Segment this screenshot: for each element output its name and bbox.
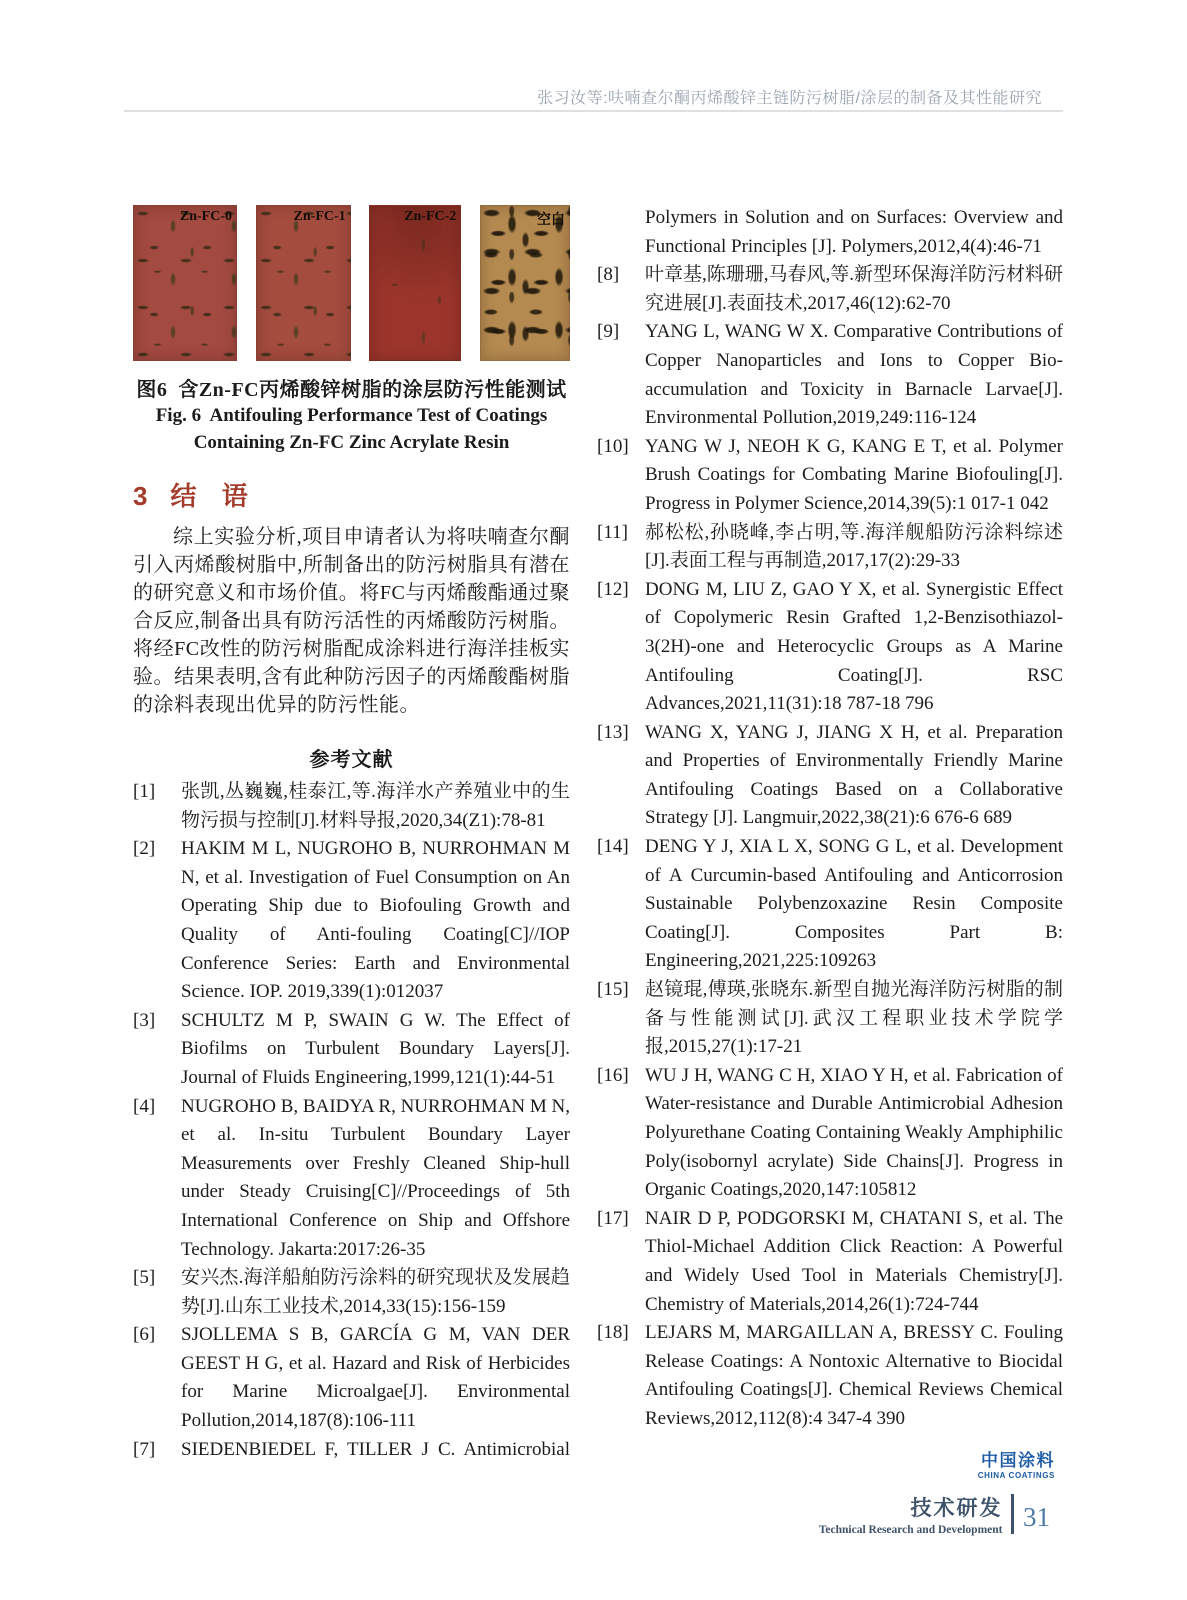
reference-item (597, 1319, 1063, 1433)
coating-panel-label: Zn-FC-2 (404, 209, 457, 224)
right-column (597, 198, 1063, 1480)
header-divider (124, 110, 1063, 112)
reference-number: [1] (133, 781, 156, 802)
reference-item (597, 576, 1063, 719)
reference-item (597, 833, 1063, 976)
reference-text: NUGROHO B, BAIDYA R, NURROHMAN M N, et al. In-situ Turbulent Boundary Layer Measurements over Freshly Cleaned Ship-hull under Steady Cruising[C]//Proceedings of 5th International Conference on Ship and Offshore Technology. Jakarta:2017:26-35 (181, 1095, 571, 1260)
reference-text: 张凯,丛巍巍,桂泰江,等.海洋水产养殖业中的生物污损与控制[J].材料导报,2020,34(Z1):78-81 (181, 781, 570, 831)
reference-item (597, 1205, 1063, 1319)
reference-text: LEJARS M, MARGAILLAN A, BRESSY C. Fouling Release Coatings: A Nontoxic Alternative to Biocidal Antifouling Coatings[J]. Chemical Reviews Chemical Reviews,2012,112(8):4 347-4 390 (645, 1322, 1063, 1429)
footer-divider (1011, 1494, 1015, 1534)
footer-section-zh: 技术研发 (910, 1497, 1003, 1520)
reference-item (597, 519, 1063, 576)
reference-item (597, 318, 1063, 432)
reference-item (597, 976, 1063, 1062)
coating-panel-photo (133, 205, 237, 361)
reference-text: WU J H, WANG C H, XIAO Y H, et al. Fabrication of Water-resistance and Durable Antimicrobial Adhesion Polyurethane Coating Containing Weakly Amphiphilic Poly(isobornyl acrylate) Side Chains[J]. Progress in Organic Coatings,2020,147:105812 (645, 1064, 1063, 1201)
reference-text: Polymers in Solution and on Surfaces: Overview and Functional Principles [J]. Polymers,2012,4(4):46-71 (645, 207, 1063, 257)
footer-section-en: Technical Research and Development (818, 1524, 1003, 1536)
reference-text: YANG L, WANG W X. Comparative Contributions of Copper Nanoparticles and Ions to Copper Bio-accumulation and Toxicity in Barnacle Larvae[J]. Environmental Pollution,2019,249:116-124 (645, 321, 1063, 429)
figure-6 (133, 205, 570, 456)
reference-number: [17] (597, 1207, 629, 1229)
reference-text: WANG X, YANG J, JIANG X H, et al. Preparation and Properties of Environmentally Friendly Marine Antifouling Coatings Based on a Collaborative Strategy [J]. Langmuir,2022,38(21):6 676-6 689 (645, 721, 1063, 829)
reference-number: [16] (597, 1064, 629, 1086)
references-list-right (597, 204, 1063, 1434)
reference-item (133, 1093, 570, 1265)
running-title: 张习汝等:呋喃查尔酮丙烯酸锌主链防污树脂/涂层的制备及其性能研究 (537, 90, 1042, 107)
reference-number: [15] (597, 979, 629, 1001)
reference-text: 安兴杰.海洋船舶防污涂料的研究现状及发展趋势[J].山东工业技术,2014,33(15):156-159 (181, 1267, 570, 1317)
reference-item (133, 1007, 570, 1093)
page-footer (819, 1492, 1050, 1536)
figure-panels (133, 205, 570, 361)
coating-panel-label: 空白 (536, 213, 565, 228)
reference-number: [11] (597, 521, 628, 543)
reference-text: HAKIM M L, NUGROHO B, NURROHMAN M N, et al. Investigation of Fuel Consumption on An Operating Ship due to Biofouling Growth and Quality of Anti-fouling Coating[C]//IOP Conference Series: Earth and Environmental Science. IOP. 2019,339(1):012037 (181, 838, 570, 1003)
reference-number: [13] (597, 721, 629, 743)
reference-number: [18] (597, 1322, 629, 1344)
reference-number: [5] (133, 1267, 156, 1289)
figure-caption-en-line2: Containing Zn-FC Zinc Acrylate Resin (193, 432, 510, 453)
china-coatings-logo (597, 1446, 1063, 1480)
reference-text: NAIR D P, PODGORSKI M, CHATANI S, et al. The Thiol-Michael Addition Click Reaction: A Powerful and Widely Used Tool in Materials Chemistry[J]. Chemistry of Materials,2014,26(1):724-744 (645, 1207, 1063, 1315)
left-column (133, 205, 570, 1464)
section-number: 3 (133, 481, 149, 511)
coating-panel-label: Zn-FC-1 (293, 209, 346, 224)
section-title: 结 语 (170, 481, 249, 511)
reference-text: 郝松松,孙晓峰,李占明,等.海洋舰船防污涂料综述[J].表面工程与再制造,2017,17(2):29-33 (645, 521, 1063, 572)
reference-item (597, 204, 1063, 261)
reference-text: 叶章基,陈珊珊,马春风,等.新型环保海洋防污材料研究进展[J].表面技术,2017,46(12):62-70 (645, 264, 1064, 314)
logo-text-en: CHINA COATINGS (977, 1470, 1055, 1480)
reference-item (133, 778, 570, 835)
running-head (537, 85, 1042, 108)
reference-item (597, 261, 1063, 318)
coating-panel-photo (256, 205, 351, 361)
page-number: 31 (1023, 1501, 1050, 1532)
reference-text: 赵镜琨,傅瑛,张晓东.新型自抛光海洋防污树脂的制备与性能测试[J].武汉工程职业技术学院学报,2015,27(1):17-21 (645, 979, 1063, 1058)
reference-item (597, 719, 1063, 833)
reference-text: SIEDENBIEDEL F, TILLER J C. Antimicrobial (181, 1438, 570, 1460)
logo-text-zh: 中国涂料 (981, 1450, 1055, 1470)
coating-panel-photo (480, 205, 570, 361)
reference-number: [4] (133, 1095, 156, 1117)
figure-caption-zh: 图6 含Zn-FC丙烯酸锌树脂的涂层防污性能测试 (136, 379, 567, 401)
figure-caption-en-line1: Fig. 6 Antifouling Performance Test of Coatings (155, 405, 548, 426)
reference-item (133, 1436, 570, 1465)
reference-number: [7] (133, 1438, 156, 1460)
reference-item (133, 1264, 570, 1321)
reference-number: [3] (133, 1009, 156, 1031)
reference-number: [6] (133, 1324, 156, 1346)
reference-item (133, 835, 570, 1007)
reference-text: DENG Y J, XIA L X, SONG G L, et al. Development of A Curcumin-based Antifouling and Anticorrosion Sustainable Polybenzoxazine Resin Composite Coating[J]. Composites Part B: Engineering,2021,225:109263 (645, 836, 1063, 972)
reference-number: [8] (597, 264, 620, 286)
reference-text: SJOLLEMA S B, GARCÍA G M, VAN DER GEEST H G, et al. Hazard and Risk of Herbicides for Marine Microalgae[J]. Environmental Pollution,2014,187(8):106-111 (181, 1324, 570, 1432)
reference-text: SCHULTZ M P, SWAIN G W. The Effect of Biofilms on Turbulent Boundary Layers[J]. Journal of Fluids Engineering,1999,121(1):44-51 (181, 1009, 570, 1088)
reference-item (597, 433, 1063, 519)
reference-item (597, 1062, 1063, 1205)
reference-number: [2] (133, 838, 156, 860)
reference-number: [14] (597, 836, 629, 858)
conclusion-heading (133, 476, 570, 513)
reference-number: [12] (597, 578, 629, 600)
reference-text: DONG M, LIU Z, GAO Y X, et al. Synergistic Effect of Copolymeric Resin Grafted 1,2-Benzisothiazol-3(2H)-one and Heterocyclic Groups as A Marine Antifouling Coating[J]. RSC Advances,2021,11(31):18 787-18 796 (645, 578, 1063, 715)
references-list-left (133, 778, 570, 1464)
footer-section (819, 1492, 1003, 1536)
conclusion-paragraph: 综上实验分析,项目申请者认为将呋喃查尔酮引入丙烯酸树脂中,所制备出的防污树脂具有潜在的研究意义和市场价值。将FC与丙烯酸酯通过聚合反应,制备出具有防污活性的丙烯酸防污树脂。将经FC改性的防污树脂配成涂料进行海洋挂板实验。结果表明,含有此种防污因子的丙烯酸酯树脂的涂料表现出优异的防污性能。 (133, 526, 570, 716)
coating-panel-photo (369, 205, 461, 361)
reference-number: [10] (597, 435, 629, 457)
reference-item (133, 1321, 570, 1435)
references-heading: 参考文献 (309, 749, 394, 771)
reference-text: YANG W J, NEOH K G, KANG E T, et al. Polymer Brush Coatings for Combating Marine Biofouling[J]. Progress in Polymer Science,2014,39(5):1 017-1 042 (645, 435, 1063, 514)
coating-panel-label: Zn-FC-0 (179, 209, 232, 224)
reference-number: [9] (597, 321, 620, 343)
